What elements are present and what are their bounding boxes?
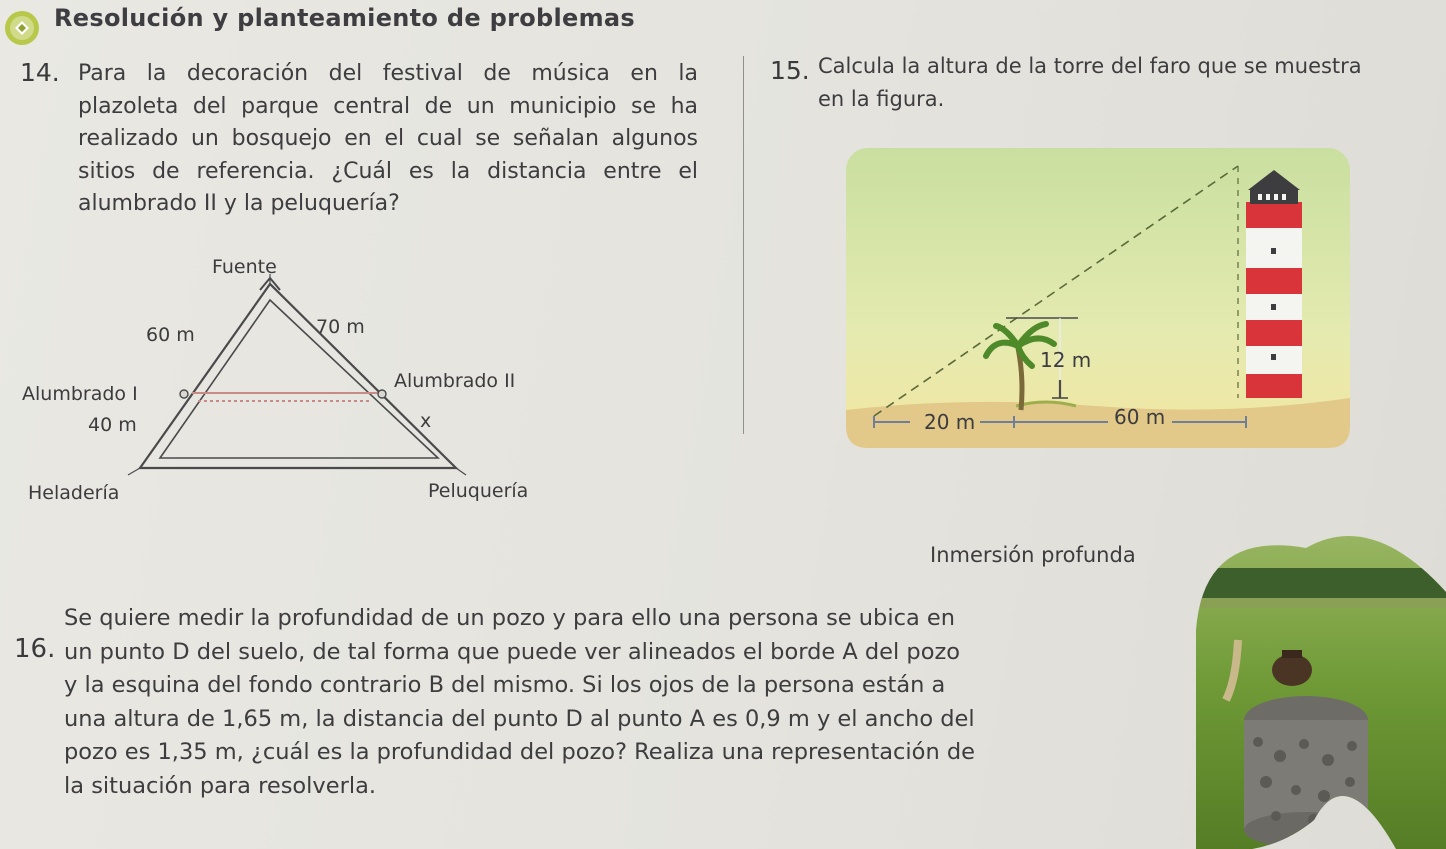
label-40m: 40 m	[88, 414, 137, 436]
problem-16-line: la situación para resolverla.	[64, 772, 377, 799]
label-fuente: Fuente	[212, 256, 277, 278]
label-peluqueria: Peluquería	[428, 480, 529, 502]
problem-16-text	[64, 602, 1094, 803]
problem-14-line: plazoleta del parque central de un municipio se ha	[78, 93, 698, 119]
section-title: Resolución y planteamiento de problemas	[54, 4, 635, 32]
problem-14-line: alumbrado II y la peluquería?	[78, 191, 400, 216]
lighthouse-diagram	[846, 148, 1350, 448]
column-divider	[743, 56, 744, 434]
problem-14-line: sitios de referencia. ¿Cuál es la distancia entre el	[78, 158, 698, 184]
problem-16-line: Se quiere medir la profundidad de un pozo y para ello una persona se ubica en	[64, 605, 956, 631]
problem-14-line: realizado un bosquejo en el cual se señalan algunos	[78, 126, 698, 151]
label-60m-lighthouse: 60 m	[1114, 405, 1166, 429]
section-marker-icon	[2, 8, 42, 48]
problem-14-line: Para la decoración del festival de música en la	[78, 61, 698, 86]
label-alumbrado-2: Alumbrado II	[394, 370, 516, 392]
problem-15-line: Calcula la altura de la torre del faro que se muestra	[818, 54, 1362, 78]
label-alumbrado-1: Alumbrado I	[22, 383, 138, 405]
problem-16-line: una altura de 1,65 m, la distancia del punto D al punto A es 0,9 m y el ancho del	[64, 705, 975, 732]
label-20m: 20 m	[924, 410, 976, 434]
problem-16-line: un punto D del suelo, de tal forma que puede ver alineados el borde A del pozo	[64, 638, 961, 665]
problem-15-number: 15.	[770, 56, 810, 85]
label-x: x	[420, 410, 432, 432]
label-60m: 60 m	[146, 324, 195, 346]
problem-16-number: 16.	[14, 634, 56, 664]
problem-16-line: pozo es 1,35 m, ¿cuál es la profundidad del pozo? Realiza una representación de	[64, 739, 975, 765]
label-heladeria: Heladería	[28, 482, 120, 504]
problem-16-line: y la esquina del fondo contrario B del mismo. Si los ojos de la persona están a	[64, 672, 946, 698]
problem-14-number: 14.	[20, 58, 60, 87]
label-70m: 70 m	[316, 316, 365, 338]
well-photo	[1196, 520, 1446, 849]
label-12m: 12 m	[1040, 348, 1092, 372]
problem-15-text	[818, 50, 1428, 115]
problem-14-text	[78, 58, 698, 221]
photo-caption: Inmersión profunda	[930, 543, 1136, 567]
problem-15-line: en la figura.	[818, 86, 945, 111]
